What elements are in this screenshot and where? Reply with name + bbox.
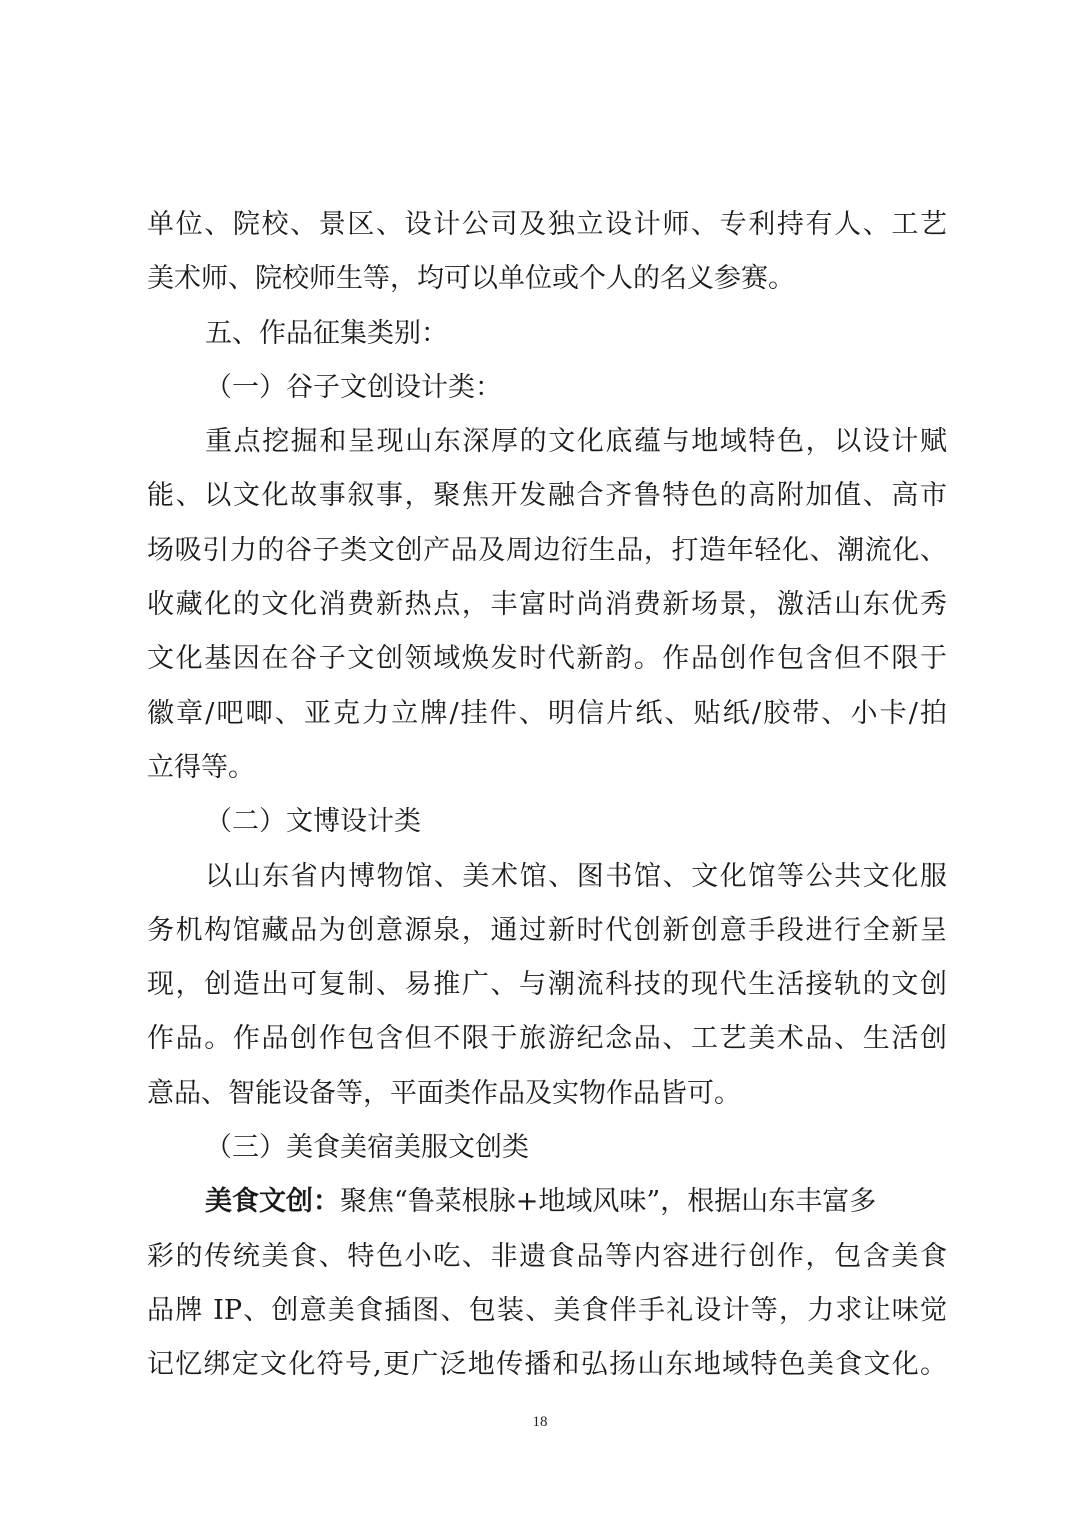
paragraph-line: 美术师、院校师生等，均可以单位或个人的名义参赛。 [147,263,795,295]
paragraph-line: 品牌 IP、创意美食插图、包装、美食伴手礼设计等，力求让味觉 [147,1294,947,1326]
run-in-heading: 美食文创： [205,1186,340,1218]
section-heading: 五、作品征集类别： [205,317,448,349]
run-in-text: 聚焦“鲁菜根脉+地域风味”，根据山东丰富多 [340,1186,877,1218]
paragraph-line: 场吸引力的谷子类文创产品及周边衍生品，打造年轻化、潮流化、 [147,534,947,566]
subsection-heading: （三）美食美宿美服文创类 [205,1132,529,1164]
paragraph-line: 徽章/吧唧、亚克力立牌/挂件、明信片纸、贴纸/胶带、小卡/拍 [147,697,947,729]
paragraph-line: 记忆绑定文化符号,更广泛地传播和弘扬山东地域特色美食文化。 [147,1349,947,1381]
paragraph-line: 文化基因在谷子文创领域焕发时代新韵。作品创作包含但不限于 [147,643,947,675]
paragraph-line: 作品。作品创作包含但不限于旅游纪念品、工艺美术品、生活创 [147,1023,947,1055]
subsection-heading: （二）文博设计类 [205,806,421,838]
paragraph-line: 现，创造出可复制、易推广、与潮流科技的现代生活接轨的文创 [147,969,947,1001]
paragraph-line: 重点挖掘和呈现山东深厚的文化底蕴与地域特色，以设计赋 [205,426,947,458]
paragraph-line: 单位、院校、景区、设计公司及独立设计师、专利持有人、工艺 [147,209,947,240]
paragraph-line: 能、以文化故事叙事，聚焦开发融合齐鲁特色的高附加值、高市 [147,480,947,512]
paragraph-line: 立得等。 [147,751,255,783]
paragraph-line: 以山东省内博物馆、美术馆、图书馆、文化馆等公共文化服 [205,860,947,892]
page-number: 18 [532,1414,548,1430]
paragraph-line: 务机构馆藏品为创意源泉，通过新时代创新创意手段进行全新呈 [147,914,947,946]
paragraph-line: 彩的传统美食、特色小吃、非遗食品等内容进行创作，包含美食 [147,1240,947,1272]
paragraph-line [147,1175,947,1229]
paragraph-line: 收藏化的文化消费新热点，丰富时尚消费新场景，激活山东优秀 [147,589,947,621]
body-text [147,198,947,1393]
subsection-heading: （一）谷子文创设计类： [205,371,502,403]
paragraph-line: 意品、智能设备等，平面类作品及实物作品皆可。 [147,1077,741,1109]
